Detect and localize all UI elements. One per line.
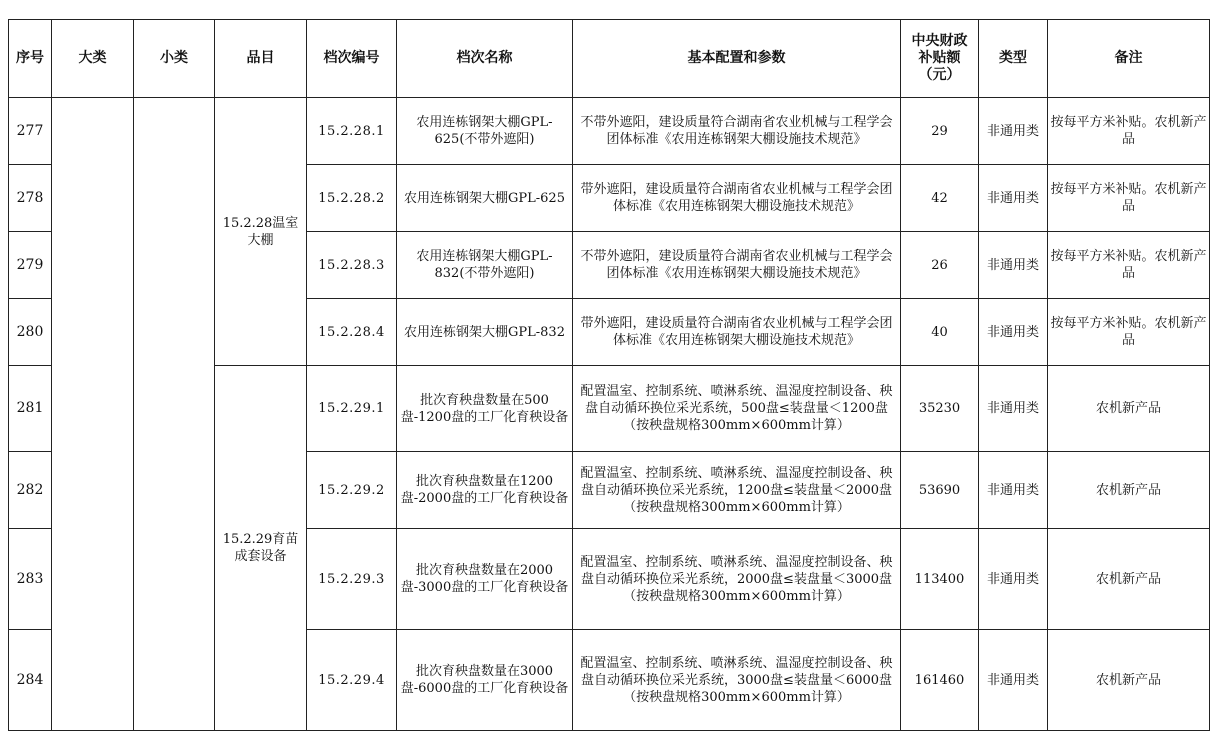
cell-type: 非通用类	[979, 165, 1048, 232]
cell-code: 15.2.29.2	[307, 452, 397, 529]
cell-spec: 配置温室、控制系统、喷淋系统、温湿度控制设备、秧盘自动循环换位采光系统，500盘≤装盘量＜1200盘（按秧盘规格300mm×600mm计算）	[573, 366, 901, 452]
cell-subsidy: 35230	[901, 366, 979, 452]
header-grade-name: 档次名称	[397, 20, 573, 98]
cell-type: 非通用类	[979, 232, 1048, 299]
header-row	[9, 20, 1210, 98]
cell-spec: 带外遮阳，建设质量符合湖南省农业机械与工程学会团体标准《农用连栋钢架大棚设施技术规范》	[573, 299, 901, 366]
cell-spec: 不带外遮阳，建设质量符合湖南省农业机械与工程学会团体标准《农用连栋钢架大棚设施技术规范》	[573, 98, 901, 165]
header-note: 备注	[1048, 20, 1210, 98]
cell-note: 农机新产品	[1048, 630, 1210, 731]
header-subsidy: 中央财政补贴额（元）	[901, 20, 979, 98]
cell-subsidy: 42	[901, 165, 979, 232]
cell-code: 15.2.28.1	[307, 98, 397, 165]
cell-spec: 配置温室、控制系统、喷淋系统、温湿度控制设备、秧盘自动循环换位采光系统，3000盘≤装盘量＜6000盘（按秧盘规格300mm×600mm计算）	[573, 630, 901, 731]
header-seq: 序号	[9, 20, 52, 98]
cell-type: 非通用类	[979, 529, 1048, 630]
cell-name: 农用连栋钢架大棚GPL-625(不带外遮阳)	[397, 98, 573, 165]
header-grade-code: 档次编号	[307, 20, 397, 98]
cell-name: 批次育秧盘数量在2000盘-3000盘的工厂化育秧设备	[397, 529, 573, 630]
cell-seq: 282	[9, 452, 52, 529]
cell-name: 批次育秧盘数量在500盘-1200盘的工厂化育秧设备	[397, 366, 573, 452]
cell-type: 非通用类	[979, 299, 1048, 366]
cell-seq: 284	[9, 630, 52, 731]
cell-code: 15.2.29.3	[307, 529, 397, 630]
cell-spec: 配置温室、控制系统、喷淋系统、温湿度控制设备、秧盘自动循环换位采光系统，2000盘≤装盘量＜3000盘（按秧盘规格300mm×600mm计算）	[573, 529, 901, 630]
cell-spec: 配置温室、控制系统、喷淋系统、温湿度控制设备、秧盘自动循环换位采光系统，1200盘≤装盘量＜2000盘（按秧盘规格300mm×600mm计算）	[573, 452, 901, 529]
cell-spec: 带外遮阳，建设质量符合湖南省农业机械与工程学会团体标准《农用连栋钢架大棚设施技术规范》	[573, 165, 901, 232]
header-type: 类型	[979, 20, 1048, 98]
cell-code: 15.2.29.1	[307, 366, 397, 452]
header-major: 大类	[52, 20, 134, 98]
header-item: 品目	[215, 20, 307, 98]
cell-note: 农机新产品	[1048, 366, 1210, 452]
cell-name: 批次育秧盘数量在1200盘-2000盘的工厂化育秧设备	[397, 452, 573, 529]
cell-item-greenhouse: 15.2.28温室大棚	[215, 98, 307, 366]
cell-spec: 不带外遮阳，建设质量符合湖南省农业机械与工程学会团体标准《农用连栋钢架大棚设施技术规范》	[573, 232, 901, 299]
cell-seq: 277	[9, 98, 52, 165]
cell-subsidy: 26	[901, 232, 979, 299]
cell-note: 按每平方米补贴。农机新产品	[1048, 165, 1210, 232]
header-spec: 基本配置和参数	[573, 20, 901, 98]
cell-item-seedling: 15.2.29育苗成套设备	[215, 366, 307, 731]
cell-seq: 279	[9, 232, 52, 299]
cell-code: 15.2.28.3	[307, 232, 397, 299]
cell-note: 按每平方米补贴。农机新产品	[1048, 98, 1210, 165]
cell-subsidy: 53690	[901, 452, 979, 529]
cell-seq: 278	[9, 165, 52, 232]
cell-seq: 280	[9, 299, 52, 366]
cell-code: 15.2.28.4	[307, 299, 397, 366]
cell-minor	[134, 98, 215, 731]
cell-subsidy: 161460	[901, 630, 979, 731]
cell-seq: 281	[9, 366, 52, 452]
cell-subsidy: 29	[901, 98, 979, 165]
cell-note: 农机新产品	[1048, 452, 1210, 529]
cell-type: 非通用类	[979, 630, 1048, 731]
cell-code: 15.2.29.4	[307, 630, 397, 731]
table-row	[9, 98, 1210, 165]
cell-major	[52, 98, 134, 731]
cell-name: 农用连栋钢架大棚GPL-832	[397, 299, 573, 366]
cell-name: 批次育秧盘数量在3000盘-6000盘的工厂化育秧设备	[397, 630, 573, 731]
cell-code: 15.2.28.2	[307, 165, 397, 232]
subsidy-table	[8, 19, 1210, 731]
cell-type: 非通用类	[979, 366, 1048, 452]
cell-name: 农用连栋钢架大棚GPL-832(不带外遮阳)	[397, 232, 573, 299]
cell-name: 农用连栋钢架大棚GPL-625	[397, 165, 573, 232]
cell-seq: 283	[9, 529, 52, 630]
cell-type: 非通用类	[979, 452, 1048, 529]
cell-subsidy: 40	[901, 299, 979, 366]
cell-subsidy: 113400	[901, 529, 979, 630]
cell-type: 非通用类	[979, 98, 1048, 165]
cell-note: 农机新产品	[1048, 529, 1210, 630]
header-minor: 小类	[134, 20, 215, 98]
cell-note: 按每平方米补贴。农机新产品	[1048, 299, 1210, 366]
cell-note: 按每平方米补贴。农机新产品	[1048, 232, 1210, 299]
